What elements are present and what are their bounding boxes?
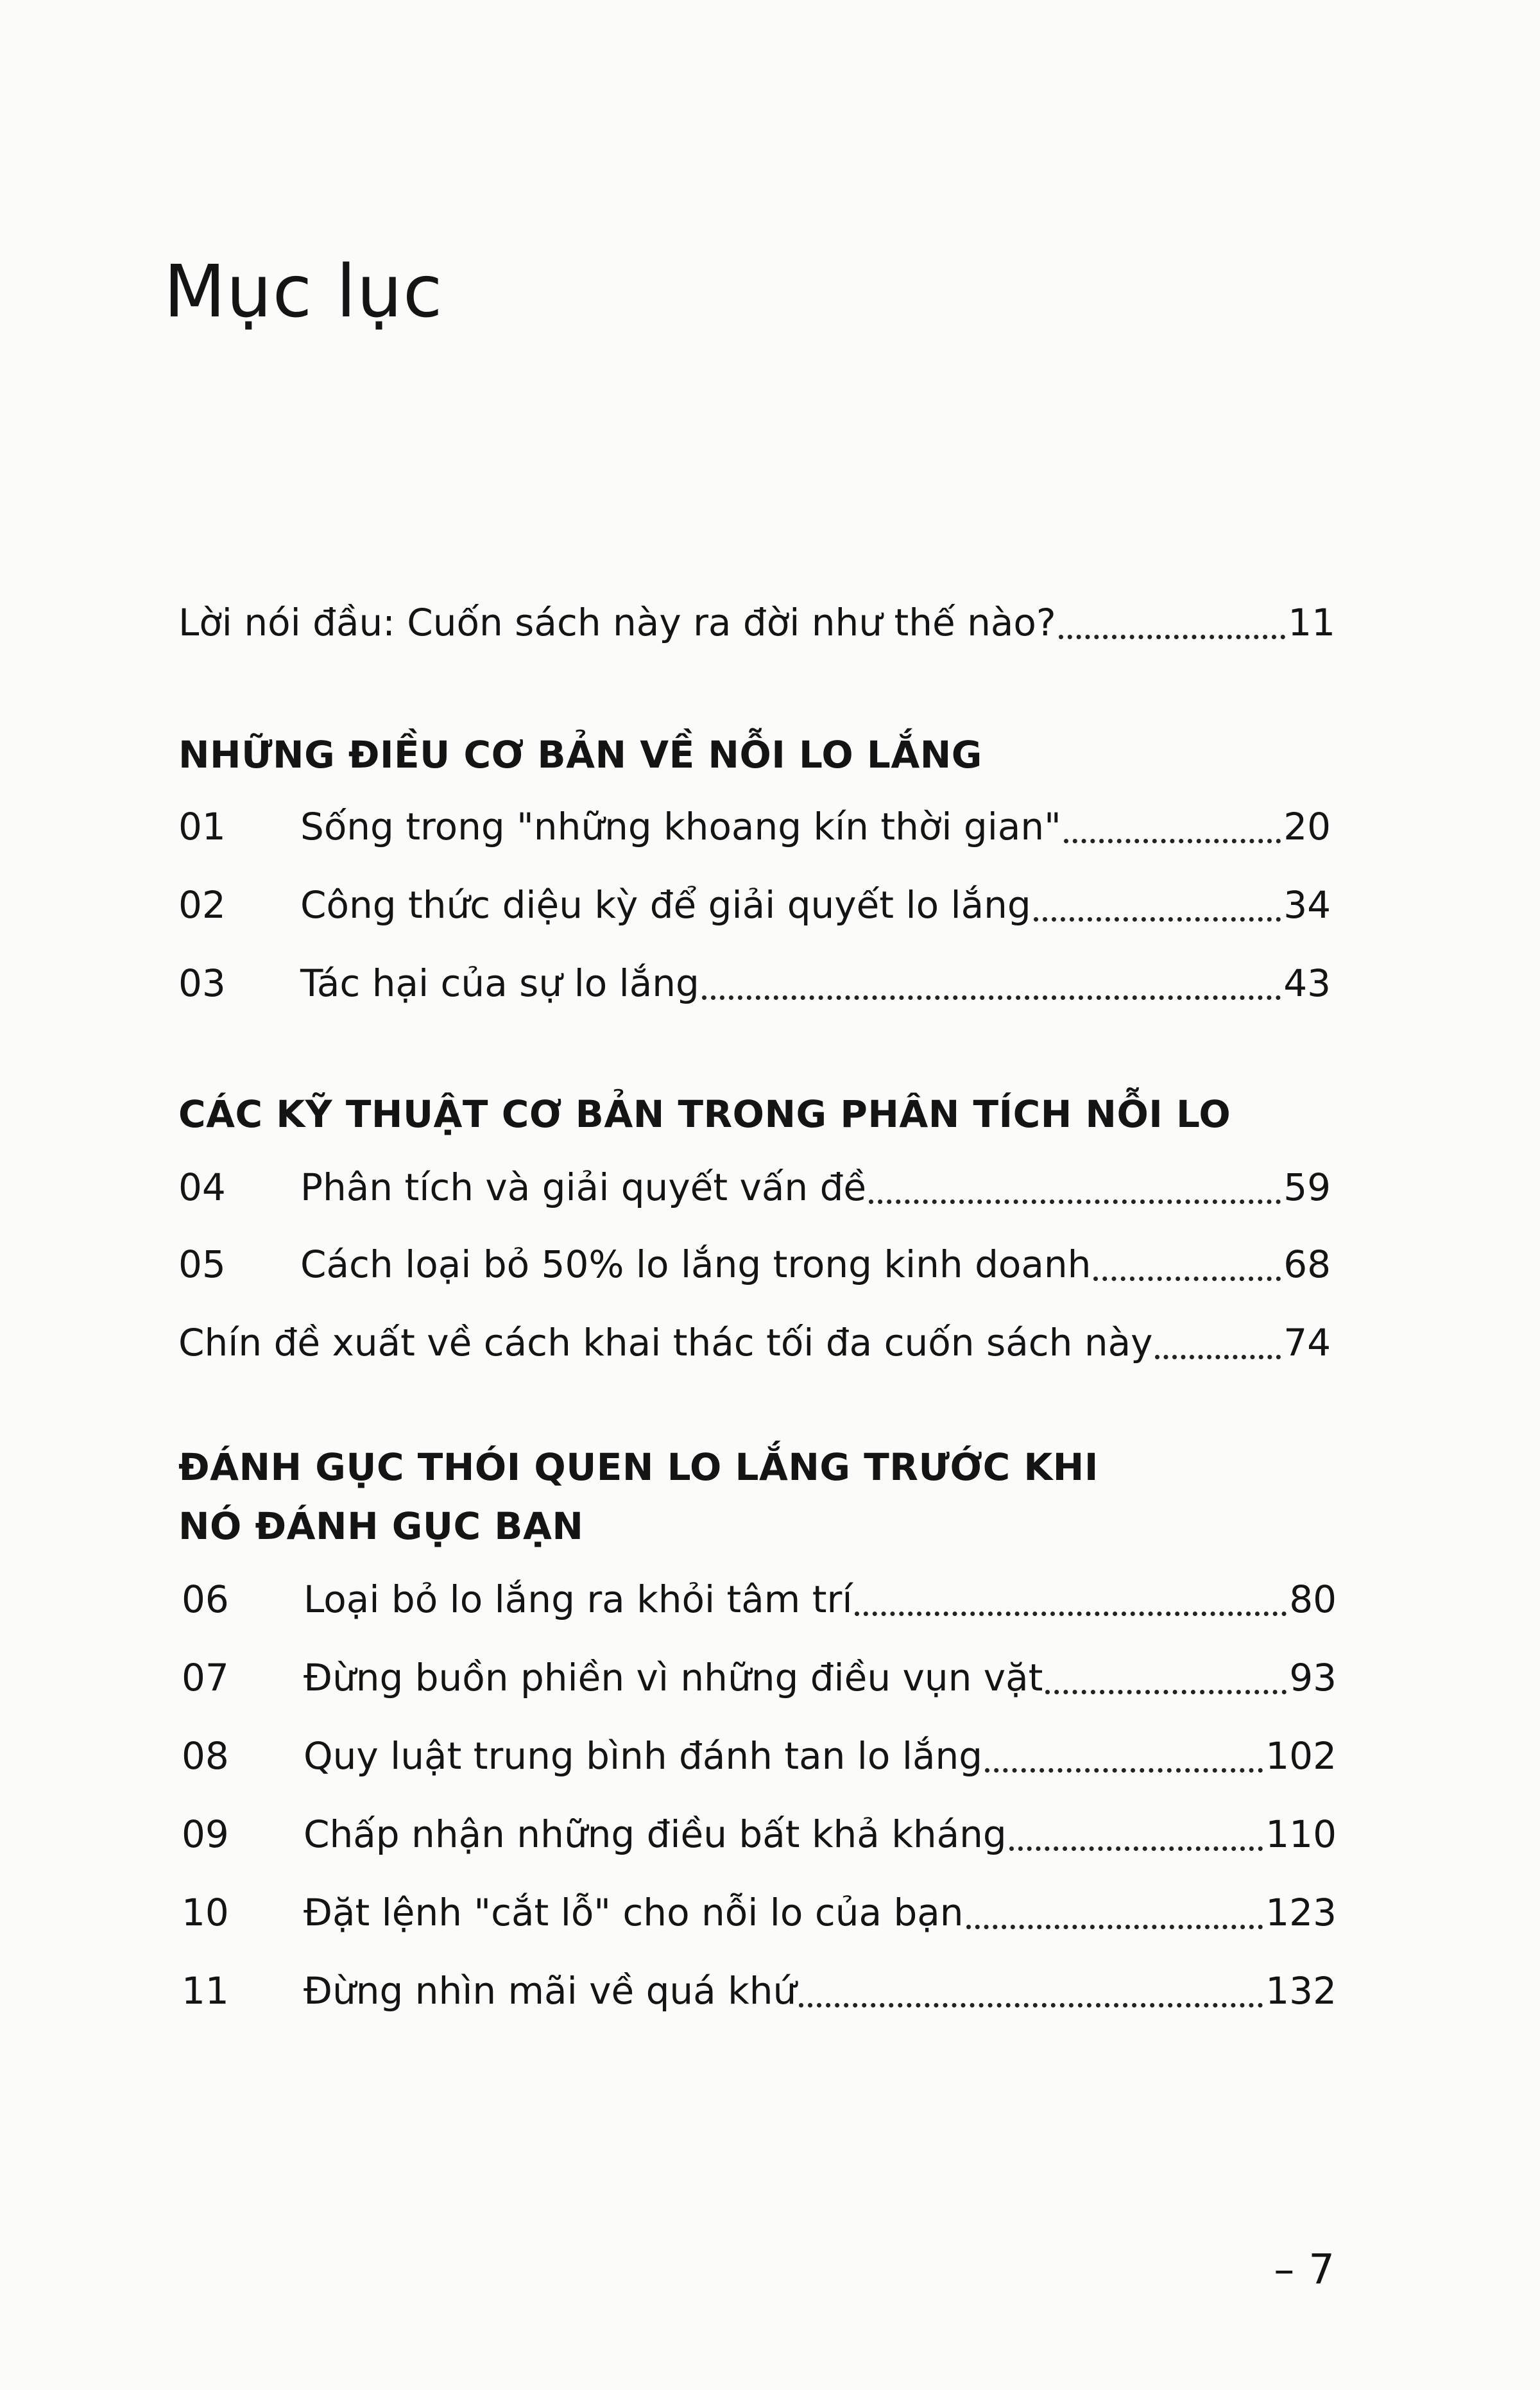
chapter-number: 01 (178, 805, 226, 848)
dot-leader (1059, 622, 1286, 639)
toc-entry-extra (178, 1317, 1331, 1368)
dot-leader (1034, 904, 1281, 922)
toc-entry-text: Tác hại của sự lo lắng (300, 961, 699, 1005)
chapter-number: 05 (178, 1242, 226, 1286)
toc-entry-text: Chấp nhận những điều bất khả kháng (304, 1812, 1007, 1856)
dot-leader (855, 1599, 1287, 1616)
toc-entry-text: Phân tích và giải quyết vấn đề (300, 1165, 867, 1209)
chapter-number: 07 (182, 1656, 229, 1699)
toc-entry-page: 68 (1283, 1242, 1331, 1286)
toc-entry-page: 123 (1265, 1891, 1337, 1934)
page-number-dash: – (1274, 2246, 1295, 2294)
chapter-number: 06 (182, 1578, 229, 1621)
chapter-number: 04 (178, 1165, 226, 1209)
toc-entry-page: 102 (1265, 1734, 1337, 1778)
section-heading-line: ĐÁNH GỤC THÓI QUEN LO LẮNG TRƯỚC KHI (178, 1445, 1099, 1489)
page-number (1274, 2246, 1335, 2294)
toc-entry-text: Loại bỏ lo lắng ra khỏi tâm trí (304, 1578, 853, 1621)
toc-entry (178, 879, 1331, 931)
dot-leader (1045, 1677, 1287, 1694)
page-title: Mục lục (164, 250, 443, 334)
section-heading-line: CÁC KỸ THUẬT CƠ BẢN TRONG PHÂN TÍCH NỖI LO (178, 1092, 1231, 1136)
toc-entry (178, 1239, 1331, 1290)
toc-entry (182, 1652, 1337, 1703)
section-heading-2 (178, 1085, 1231, 1144)
toc-entry (178, 958, 1331, 1009)
toc-entry-page: 80 (1289, 1578, 1337, 1621)
toc-entry (178, 1162, 1331, 1213)
toc-entry-page: 74 (1283, 1321, 1331, 1364)
toc-entry (182, 1809, 1337, 1860)
dot-leader (1009, 1834, 1263, 1851)
dot-leader (1155, 1342, 1281, 1359)
toc-entry-text: Chín đề xuất về cách khai thác tối đa cuốn sách này (178, 1321, 1153, 1364)
toc-entry (178, 801, 1331, 852)
chapter-number: 10 (182, 1891, 229, 1934)
toc-entry (182, 1730, 1337, 1782)
toc-entry (182, 1574, 1337, 1625)
toc-entry-page: 110 (1265, 1812, 1337, 1856)
section-heading-1 (178, 725, 982, 784)
toc-entry-page: 20 (1283, 805, 1331, 848)
chapter-number: 02 (178, 883, 226, 927)
toc-entry-page: 93 (1289, 1656, 1337, 1699)
chapter-number: 08 (182, 1734, 229, 1778)
dot-leader (1064, 826, 1281, 843)
toc-entry-text: Lời nói đầu: Cuốn sách này ra đời như thế nào? (178, 601, 1056, 644)
toc-entry-page: 59 (1283, 1165, 1331, 1209)
toc-entry-text: Đặt lệnh "cắt lỗ" cho nỗi lo của bạn (304, 1891, 964, 1934)
section-heading-3 (178, 1438, 1099, 1556)
dot-leader (985, 1755, 1263, 1773)
toc-entry-page: 34 (1283, 883, 1331, 927)
toc-entry-text: Cách loại bỏ 50% lo lắng trong kinh doanh (300, 1242, 1091, 1286)
toc-entry-text: Đừng nhìn mãi về quá khứ (304, 1969, 797, 2013)
chapter-number: 09 (182, 1812, 229, 1856)
dot-leader (702, 983, 1281, 1000)
page-number-value: 7 (1308, 2246, 1335, 2294)
chapter-number: 11 (182, 1969, 229, 2013)
toc-entry-page: 11 (1288, 601, 1335, 644)
toc-entry (182, 1887, 1337, 1938)
toc-entry-text: Sống trong "những khoang kín thời gian" (300, 805, 1061, 848)
toc-entry-text: Quy luật trung bình đánh tan lo lắng (304, 1734, 983, 1778)
section-heading-line: NHỮNG ĐIỀU CƠ BẢN VỀ NỖI LO LẮNG (178, 733, 982, 777)
toc-entry-text: Đừng buồn phiền vì những điều vụn vặt (304, 1656, 1043, 1699)
toc-entry-page: 132 (1265, 1969, 1337, 2013)
toc-entry-page: 43 (1283, 961, 1331, 1005)
dot-leader (966, 1912, 1263, 1929)
section-heading-line: NÓ ĐÁNH GỤC BẠN (178, 1504, 584, 1548)
toc-entry-text: Công thức diệu kỳ để giải quyết lo lắng (300, 883, 1031, 927)
dot-leader (1093, 1264, 1281, 1281)
toc-entry-preface (178, 597, 1335, 648)
dot-leader (869, 1187, 1281, 1204)
dot-leader (799, 1990, 1263, 2007)
chapter-number: 03 (178, 961, 226, 1005)
toc-entry (182, 1965, 1337, 2016)
